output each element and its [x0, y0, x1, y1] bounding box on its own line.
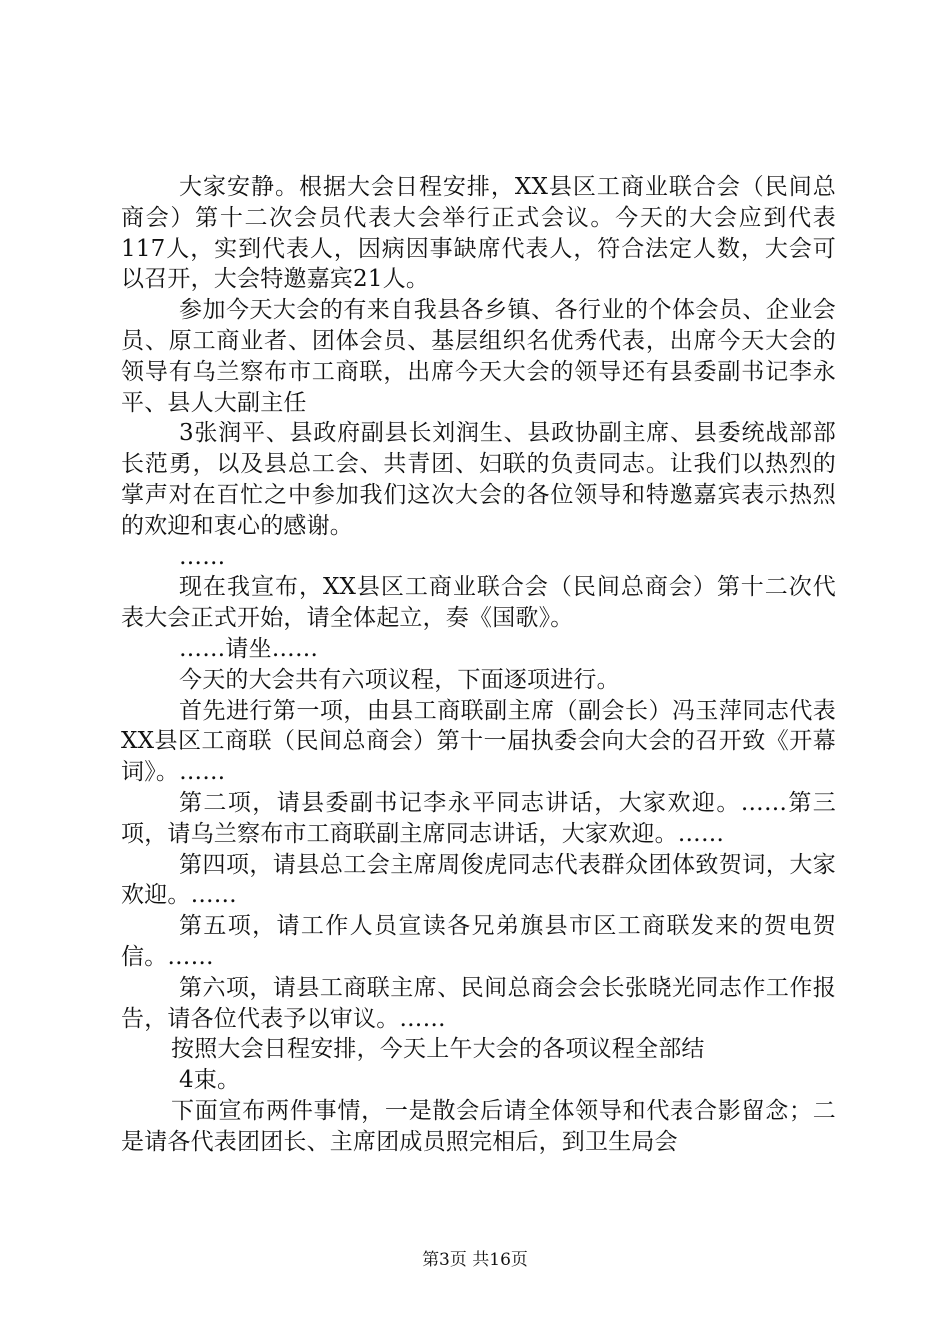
page-number-footer: 第3页 共16页 [422, 1250, 528, 1270]
paragraph: 按照大会日程安排，今天上午大会的各项议程全部结 [171, 1036, 705, 1063]
paragraph: 第六项，请县工商联主席、民间总商会会长张晓光同志作工作报告，请各位代表予以审议。…… [121, 974, 836, 1032]
paragraph: 下面宣布两件事情，一是散会后请全体领导和代表合影留念；二是请各代表团团长、主席团成员照完相后，到卫生局会 [121, 1097, 836, 1155]
paragraph: …… [179, 543, 226, 570]
paragraph: 大家安静。根据大会日程安排，XX县区工商业联合会（民间总商会）第十二次会员代表大会举行正式会议。今天的大会应到代表117人，实到代表人，因病因事缺席代表人，符合法定人数，大会可以召开，大会特邀嘉宾21人。 [121, 174, 836, 293]
paragraph: 第二项，请县委副书记李永平同志讲话，大家欢迎。……第三项，请乌兰察布市工商联副主席同志讲话，大家欢迎。…… [121, 789, 836, 847]
paragraph: 4束。 [179, 1067, 241, 1094]
paragraph: 参加今天大会的有来自我县各乡镇、各行业的个体会员、企业会员、原工商业者、团体会员、基层组织名优秀代表，出席今天大会的领导有乌兰察布市工商联，出席今天大会的领导还有县委副书记李永平、县人大副主任 [121, 297, 836, 416]
paragraph: 第四项，请县总工会主席周俊虎同志代表群众团体致贺词，大家欢迎。…… [121, 851, 836, 909]
paragraph: 今天的大会共有六项议程，下面逐项进行。 [179, 666, 620, 693]
paragraph: ……请坐…… [179, 635, 319, 662]
paragraph: 首先进行第一项，由县工商联副主席（副会长）冯玉萍同志代表XX县区工商联（民间总商会）第十一届执委会向大会的召开致《开幕词》。…… [121, 697, 836, 786]
paragraph: 第五项，请工作人员宣读各兄弟旗县市区工商联发来的贺电贺信。…… [121, 913, 836, 970]
paragraph: 现在我宣布，XX县区工商业联合会（民间总商会）第十二次代表大会正式开始，请全体起立，奏《国歌》。 [121, 574, 836, 632]
body-text [121, 172, 836, 1158]
paragraph: 3张润平、县政府副县长刘润生、县政协副主席、县委统战部部长范勇，以及县总工会、共青团、妇联的负责同志。让我们以热烈的掌声对在百忙之中参加我们这次大会的各位领导和特邀嘉宾表示热烈的欢迎和衷心的感谢。 [121, 420, 836, 539]
